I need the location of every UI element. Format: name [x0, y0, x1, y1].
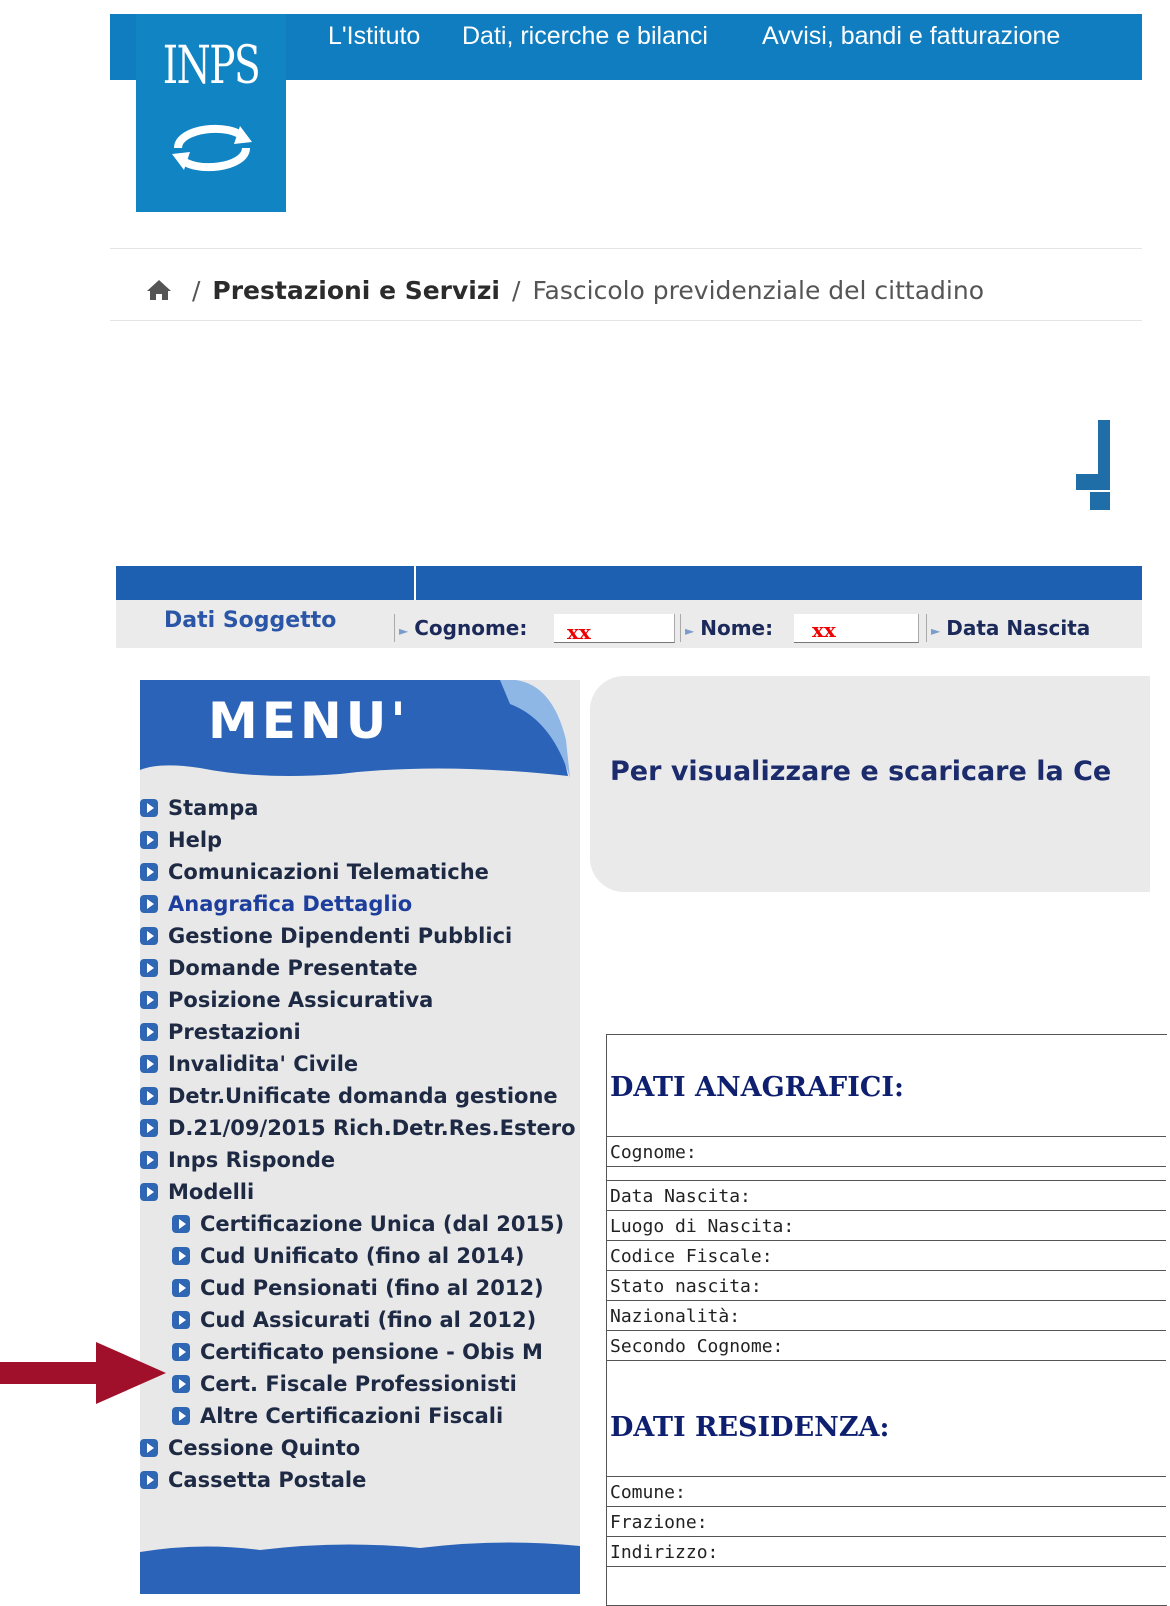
- menu-bullet-icon: [140, 1023, 158, 1041]
- nav-dati-ricerche[interactable]: Dati, ricerche e bilanci: [462, 22, 708, 50]
- menu-bullet-icon: [172, 1407, 190, 1425]
- inps-logo[interactable]: [136, 14, 286, 212]
- menu-bullet-icon: [140, 799, 158, 817]
- table-row: Indirizzo:: [606, 1536, 1166, 1566]
- table-row: Stato nascita:: [606, 1270, 1166, 1300]
- nome-label: ► Nome:: [680, 614, 791, 642]
- submenu-item-altre-certificazioni[interactable]: [172, 1400, 503, 1432]
- submenu-item-certificazione-unica[interactable]: [172, 1208, 564, 1240]
- banner-decoration: [1090, 492, 1110, 510]
- menu-item-label: Posizione Assicurativa: [168, 988, 434, 1012]
- menu-item-label: Cud Unificato (fino al 2014): [200, 1244, 525, 1268]
- menu-bullet-icon: [140, 991, 158, 1009]
- menu-item-stampa[interactable]: [140, 792, 258, 824]
- menu-title: MENU': [208, 692, 410, 750]
- menu-item-modelli[interactable]: [140, 1176, 254, 1208]
- submenu-item-cud-pensionati[interactable]: [172, 1272, 544, 1304]
- menu-item-label: Certificazione Unica (dal 2015): [200, 1212, 565, 1236]
- banner-decoration: [1076, 474, 1110, 490]
- menu-bullet-icon: [140, 1087, 158, 1105]
- table-row: [606, 1166, 1166, 1180]
- cognome-label: ► Cognome:: [394, 614, 549, 642]
- menu-item-label: D.21/09/2015 Rich.Detr.Res.Estero: [168, 1116, 576, 1140]
- breadcrumb-separator: /: [512, 276, 521, 305]
- menu-item-label: Anagrafica Dettaglio: [168, 892, 413, 916]
- menu-bullet-icon: [140, 959, 158, 977]
- banner-decoration: [1098, 420, 1110, 476]
- menu-bullet-icon: [172, 1311, 190, 1329]
- dati-soggetto-label: Dati Soggetto: [164, 608, 337, 633]
- menu-item-label: Cud Pensionati (fino al 2012): [200, 1276, 544, 1300]
- menu-item-prestazioni[interactable]: [140, 1016, 301, 1048]
- annotation-arrow-icon: [0, 1338, 168, 1408]
- menu-bullet-icon: [140, 1439, 158, 1457]
- submenu-item-certificato-pensione[interactable]: [172, 1336, 543, 1368]
- menu-bullet-icon: [172, 1247, 190, 1265]
- menu-item-detr-unificate[interactable]: [140, 1080, 558, 1112]
- divider: [414, 566, 416, 600]
- menu-item-label: Modelli: [168, 1180, 255, 1204]
- redaction-mark: xx: [567, 620, 591, 644]
- menu-item-cassetta-postale[interactable]: [140, 1464, 366, 1496]
- menu-item-label: Invalidita' Civile: [168, 1052, 359, 1076]
- data-nascita-label: ► Data Nascita: [926, 614, 1141, 642]
- section-title-residenza: DATI RESIDENZA:: [610, 1412, 890, 1443]
- divider: [110, 248, 1142, 249]
- table-row: Comune:: [606, 1476, 1166, 1506]
- table-row: Nazionalità:: [606, 1300, 1166, 1330]
- menu-item-label: Detr.Unificate domanda gestione: [168, 1084, 558, 1108]
- menu-item-domande[interactable]: [140, 952, 418, 984]
- table-row: Data Nascita:: [606, 1180, 1166, 1210]
- menu-item-label: Cessione Quinto: [168, 1436, 361, 1460]
- menu-footer-banner: [140, 1538, 580, 1594]
- menu-item-label: Help: [168, 828, 223, 852]
- submenu-item-cud-assicurati[interactable]: [172, 1304, 536, 1336]
- menu-item-cessione-quinto[interactable]: [140, 1432, 360, 1464]
- data-nascita-label-text: Data Nascita: [946, 616, 1091, 640]
- subject-bar-header: [116, 566, 1142, 600]
- table-row: Luogo di Nascita:: [606, 1210, 1166, 1240]
- section-title-anagrafici: DATI ANAGRAFICI:: [610, 1072, 904, 1103]
- menu-item-label: Comunicazioni Telematiche: [168, 860, 489, 884]
- menu-item-label: Prestazioni: [168, 1020, 301, 1044]
- redaction-mark: xx: [812, 618, 836, 642]
- breadcrumb-current: Fascicolo previdenziale del cittadino: [532, 276, 984, 305]
- divider: [606, 1360, 1166, 1362]
- table-row: Frazione:: [606, 1506, 1166, 1536]
- menu-bullet-icon: [140, 863, 158, 881]
- breadcrumb: [146, 276, 984, 305]
- menu-item-inps-risponde[interactable]: [140, 1144, 335, 1176]
- menu-item-help[interactable]: [140, 824, 222, 856]
- menu-bullet-icon: [172, 1343, 190, 1361]
- menu-item-gestione-dipendenti[interactable]: [140, 920, 512, 952]
- divider: [110, 320, 1142, 321]
- cognome-label-text: Cognome:: [414, 616, 528, 640]
- divider: [606, 1566, 1166, 1568]
- submenu-item-cud-unificato[interactable]: [172, 1240, 524, 1272]
- menu-item-label: Altre Certificazioni Fiscali: [200, 1404, 504, 1428]
- menu-bullet-icon: [140, 1183, 158, 1201]
- menu-item-posizione[interactable]: [140, 984, 433, 1016]
- menu-bullet-icon: [172, 1279, 190, 1297]
- menu-bullet-icon: [140, 895, 158, 913]
- menu-bullet-icon: [140, 1471, 158, 1489]
- menu-item-label: Cassetta Postale: [168, 1468, 367, 1492]
- menu-item-label: Certificato pensione - Obis M: [200, 1340, 543, 1364]
- menu-item-label: Cud Assicurati (fino al 2012): [200, 1308, 537, 1332]
- menu-item-invalidita[interactable]: [140, 1048, 358, 1080]
- table-row: Secondo Cognome:: [606, 1330, 1166, 1360]
- table-row: Codice Fiscale:: [606, 1240, 1166, 1270]
- menu-item-label: Inps Risponde: [168, 1148, 336, 1172]
- menu-item-label: Cert. Fiscale Professionisti: [200, 1372, 517, 1396]
- menu-item-anagrafica[interactable]: [140, 888, 412, 920]
- info-text: Per visualizzare e scaricare la Ce: [610, 756, 1112, 787]
- table-row: Cognome:: [606, 1136, 1166, 1166]
- inps-swirl-icon: [170, 118, 254, 178]
- menu-bullet-icon: [140, 1055, 158, 1073]
- menu-bullet-icon: [172, 1375, 190, 1393]
- menu-item-label: Gestione Dipendenti Pubblici: [168, 924, 513, 948]
- menu-bullet-icon: [140, 1119, 158, 1137]
- menu-item-comunicazioni[interactable]: [140, 856, 489, 888]
- menu-item-label: Stampa: [168, 796, 259, 820]
- menu-bullet-icon: [172, 1215, 190, 1233]
- home-icon[interactable]: [146, 279, 172, 301]
- breadcrumb-separator: /: [191, 276, 201, 305]
- submenu-item-cert-fiscale[interactable]: [172, 1368, 517, 1400]
- menu-item-label: Domande Presentate: [168, 956, 418, 980]
- nome-label-text: Nome:: [700, 616, 774, 640]
- menu-item-rich-detr-estero[interactable]: [140, 1112, 576, 1144]
- menu-bullet-icon: [140, 1151, 158, 1169]
- menu-bullet-icon: [140, 927, 158, 945]
- nav-istituto[interactable]: L'Istituto: [328, 22, 421, 50]
- breadcrumb-prestazioni[interactable]: Prestazioni e Servizi: [212, 276, 501, 305]
- logo-text: INPS: [162, 36, 260, 96]
- nav-avvisi-bandi[interactable]: Avvisi, bandi e fatturazione: [762, 22, 1061, 50]
- menu-bullet-icon: [140, 831, 158, 849]
